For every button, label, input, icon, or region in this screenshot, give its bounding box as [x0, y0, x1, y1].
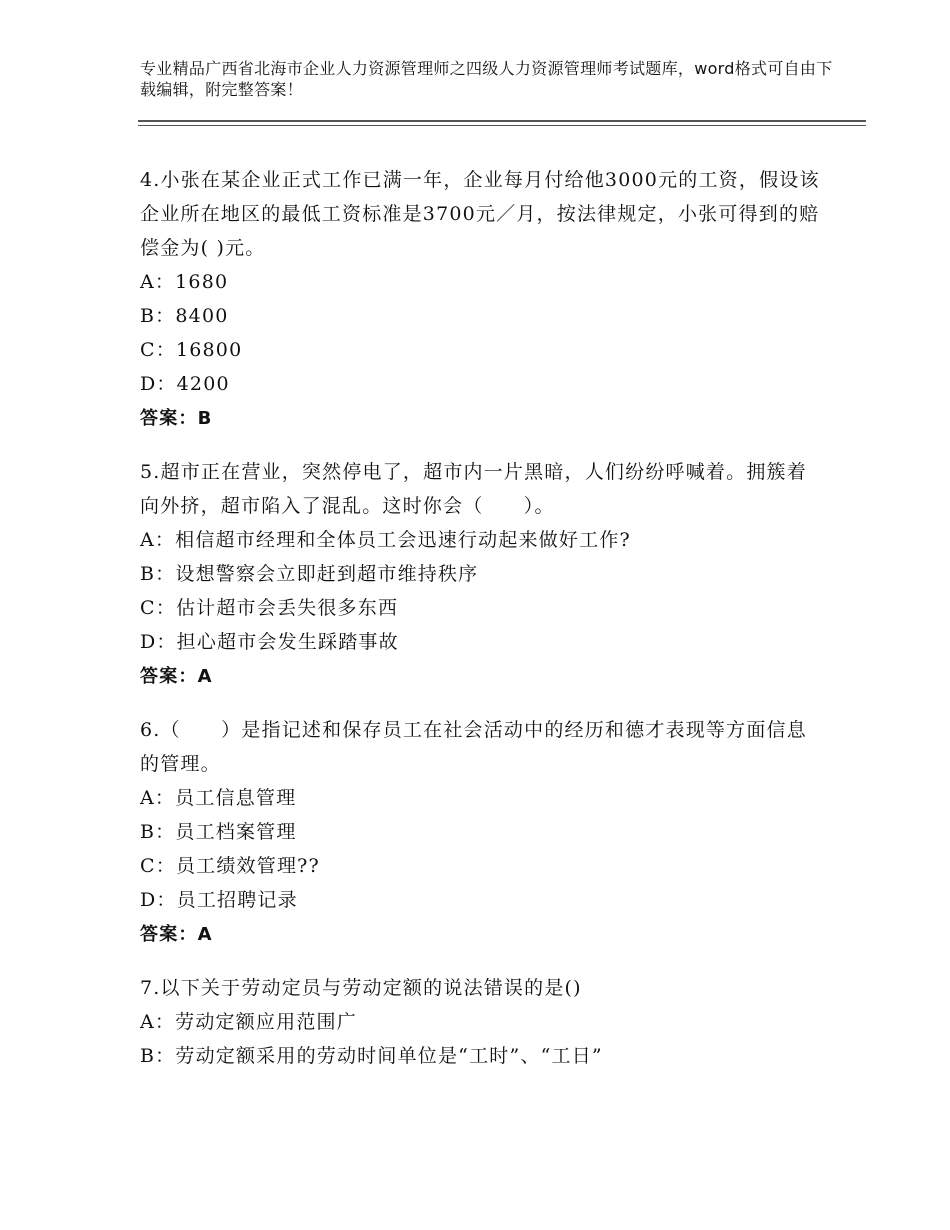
- option-c: C：估计超市会丢失很多东西: [140, 597, 399, 619]
- option-b: B：8400: [140, 305, 229, 327]
- option-a: A：劳动定额应用范围广: [140, 1011, 357, 1033]
- header-divider: [138, 120, 866, 122]
- question-4: [140, 163, 820, 437]
- answer: 答案：B: [140, 408, 213, 429]
- option-d: D：员工招聘记录: [140, 889, 298, 911]
- question-6: [140, 713, 820, 953]
- option-c: C：员工绩效管理??: [140, 855, 320, 877]
- question-7: [140, 971, 820, 1073]
- option-b: B：员工档案管理: [140, 821, 297, 843]
- option-a: A：员工信息管理: [140, 787, 297, 809]
- option-d: D：4200: [140, 373, 230, 395]
- question-list: [140, 163, 820, 1091]
- question-stem: 7.以下关于劳动定员与劳动定额的说法错误的是(): [140, 977, 582, 999]
- header-divider-thin: [138, 125, 866, 126]
- question-stem: 6.（ ）是指记述和保存员工在社会活动中的经历和德才表现等方面信息的管理。: [140, 719, 807, 775]
- option-b: B：劳动定额采用的劳动时间单位是“工时”、“工日”: [140, 1045, 603, 1067]
- answer: 答案：A: [140, 924, 213, 945]
- option-d: D：担心超市会发生踩踏事故: [140, 631, 399, 653]
- option-c: C：16800: [140, 339, 243, 361]
- question-5: [140, 455, 820, 695]
- option-a: A：相信超市经理和全体员工会迅速行动起来做好工作?: [140, 529, 631, 551]
- answer: 答案：A: [140, 666, 213, 687]
- option-a: A：1680: [140, 271, 229, 293]
- question-stem: 4.小张在某企业正式工作已满一年，企业每月付给他3000元的工资，假设该企业所在地区的最低工资标准是3700元／月，按法律规定，小张可得到的赔偿金为( )元。: [140, 169, 820, 259]
- question-stem: 5.超市正在营业，突然停电了，超市内一片黑暗，人们纷纷呼喊着。拥簇着向外挤，超市陷入了混乱。这时你会（ ）。: [140, 461, 807, 517]
- document-header: 专业精品广西省北海市企业人力资源管理师之四级人力资源管理师考试题库，word格式可自由下载编辑，附完整答案！: [140, 59, 833, 99]
- option-b: B：设想警察会立即赶到超市维持秩序: [140, 563, 479, 585]
